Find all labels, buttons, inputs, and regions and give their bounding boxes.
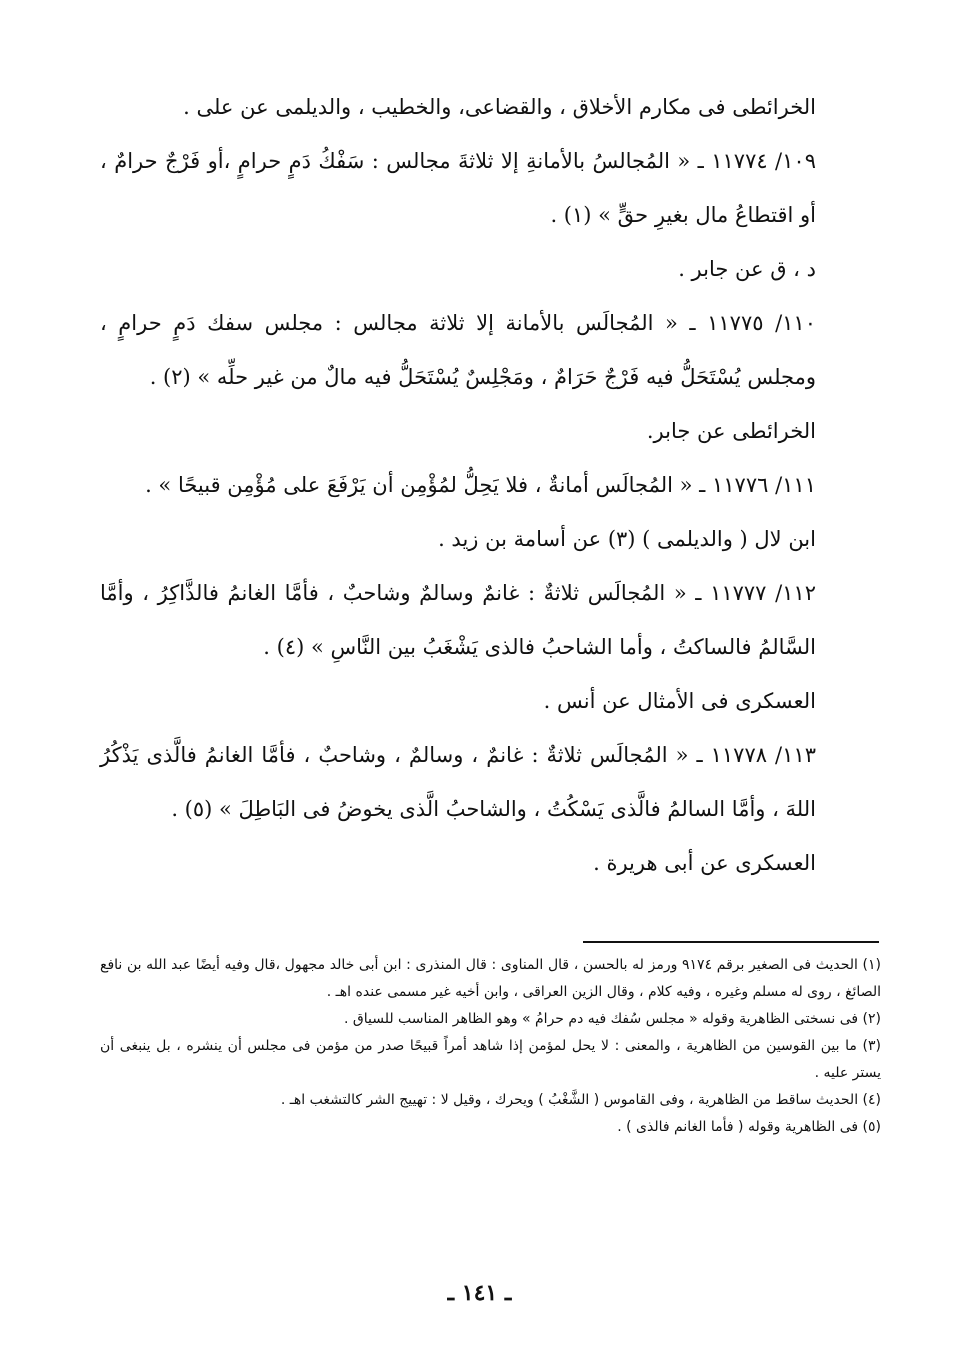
footnote: (٣) ما بين القوسين من الظاهرية ، والمعنى : لا يحل لمؤمن إذا شاهد أمراً قبيحًا صدر من مؤمن فى مجلس أن ينشره ، بل ينبغى أن يستر عليه . (100, 1038, 881, 1081)
page-number: ـ ١٤١ ـ (447, 1280, 512, 1306)
footnote: (٢) فى نسختى الظاهرية وقوله « مجلس سُفك فيه دم حرامُ » وهو الظاهر المناسب للسياق . (343, 1011, 881, 1027)
main-text (100, 80, 816, 890)
source-attribution: العسكرى عن أبى هريرة . (593, 851, 816, 875)
source-attribution: العسكرى فى الأمثال عن أنس . (543, 689, 816, 713)
source-attribution: الخرائطى عن جابر. (646, 419, 816, 443)
footnote: (٥) فى الظاهرية وقوله ( فأما الغانم فالذى ) . (617, 1119, 881, 1135)
footnotes (100, 952, 881, 1141)
hadith-entry: ١٠٩/ ١١٧٧٤ ـ « المُجالسُ بالأمانةِ إلا ثلاثةَ مجالس : سَفْكُ دَمٍ حرامٍ ،أو فَرْجٌ حرامٌ ، أو اقتطاعُ مال بغيرِ حقٍّ » (١) . (100, 149, 816, 227)
hadith-entry: ١١١/ ١١٧٧٦ ـ « المُجالَس أمانةٌ ، فلا يَحِلُّ لمُؤْمِن أن يَرْفَعَ على مُؤْمِن قبيحًا » . (145, 473, 816, 497)
source-attribution: د ، ق عن جابر . (678, 257, 816, 281)
source-attribution: ابن لال ( والديلمى ) (٣) عن أسامة بن زيد . (438, 527, 816, 551)
paragraph: الخرائطى فى مكارم الأخلاق ، والقضاعى، والخطيب ، والديلمى عن على . (183, 95, 816, 119)
hadith-entry: ١١٢/ ١١٧٧٧ ـ « المُجالَس ثلاثةٌ : غانمٌ وسالمٌ وشاحبٌ ، فأمَّا الغانمُ فالذَّاكِرُ ، وأمَّا السَّالمُ فالساكتُ ، وأما الشاحبُ فالذى يَشْغَبُ بين النَّاسِ » (٤) . (100, 581, 816, 659)
footnote: (٤) الحديث ساقط من الظاهرية ، وفى القاموس ( الشَّغْبُ ) ويحرك ، وقيل لا : تهييج الشر كالتشغب اهـ . (280, 1092, 881, 1108)
hadith-entry: ١١٣/ ١١٧٧٨ ـ « المُجالَس ثلاثةٌ : غانمٌ ، وسالمٌ ، وشاحبٌ ، فأمَّا الغانمُ فالَّذى يَذْكُرُ اللهَ ، وأمَّا السالمُ فالَّذى يَسْكُتُ ، والشاحبُ الَّذى يخوضُ فى البَاطِلَ » (٥) . (100, 743, 816, 821)
footnote: (١) الحديث فى الصغير برقم ٩١٧٤ ورمز له بالحسن ، قال المناوى : قال المنذرى : ابن أبى خالد مجهول ،قال وفيه أيضًا عبد الله بن نافع الصائغ ، روى له مسلم وغيره ، وفيه كلام ، وقال الزين العراقى ، وابن أخيه غير مسمى عنده اهـ . (100, 957, 882, 1000)
footnote-separator (583, 941, 879, 943)
hadith-entry: ١١٠/ ١١٧٧٥ ـ « المُجالَس بالأمانة إلا ثلاثة مجالس : مجلس سفك دَمٍ حرامٍ ، ومجلس يُسْتَحَلُّ فيه فَرْجٌ حَرَامٌ ، ومَجْلِسٌ يُسْتَحَلُّ فيه مالٌ من غير حلِّه » (٢) . (100, 311, 816, 389)
